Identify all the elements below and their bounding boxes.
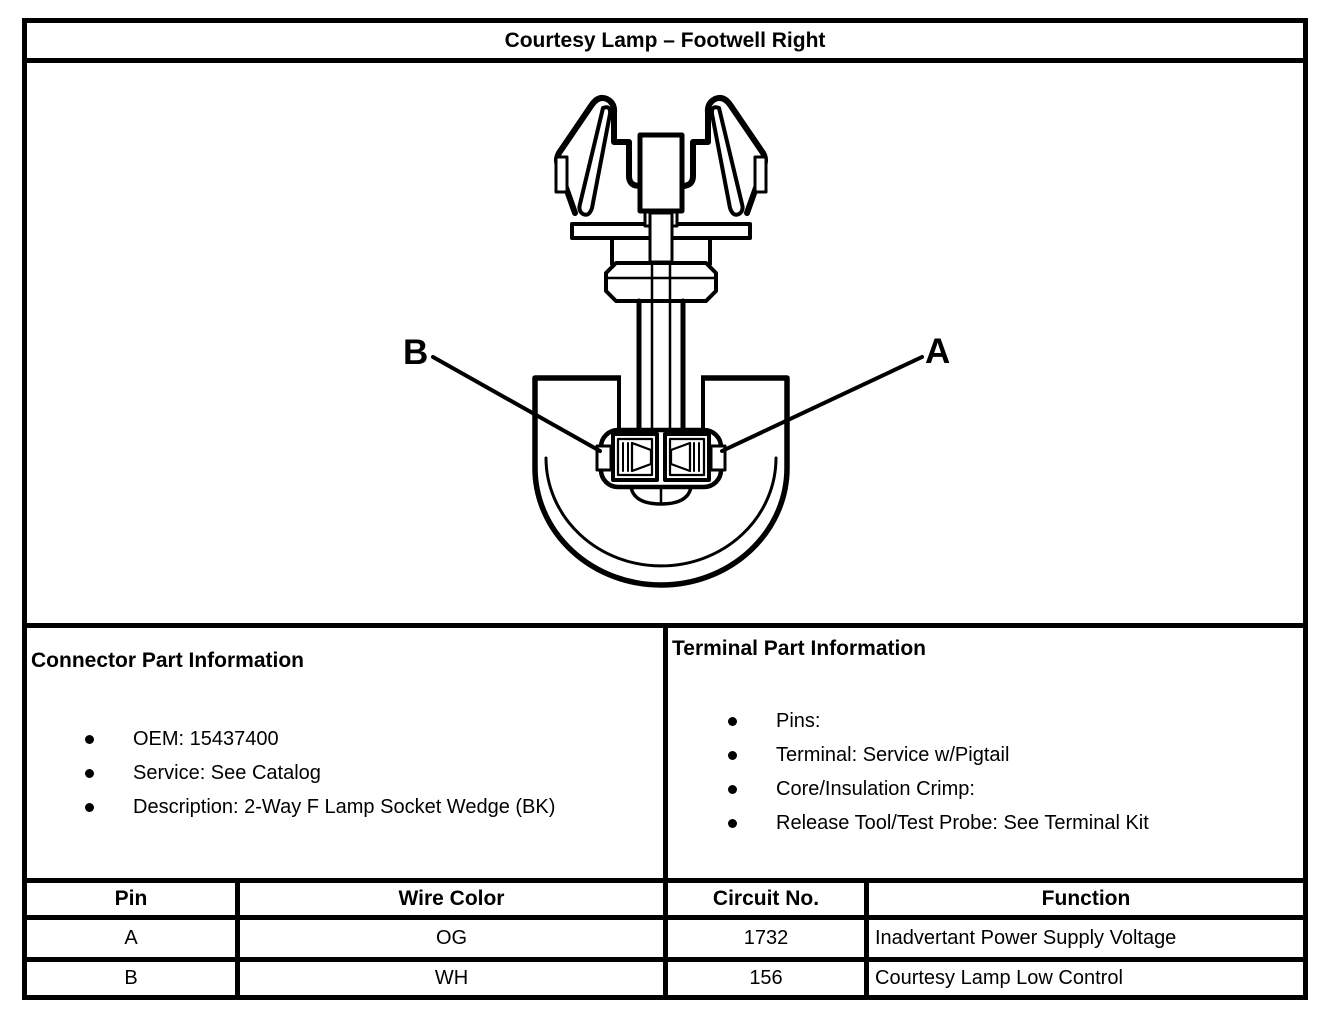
connector-info-cell (27, 628, 668, 878)
cell-wire-color: WH (240, 962, 668, 995)
cell-circuit-no: 1732 (668, 920, 869, 957)
terminal-info-list (668, 704, 1303, 840)
list-item (668, 772, 1303, 806)
connector-dome (535, 262, 787, 585)
cell-pin: B (27, 962, 240, 995)
diagram-area (27, 63, 1303, 628)
left-latch-wing (556, 98, 640, 215)
bullet-icon (728, 717, 737, 726)
pin-label-b: B (403, 333, 429, 372)
list-item-text: Description: 2-Way F Lamp Socket Wedge (BK) (133, 796, 556, 818)
bullet-icon (728, 751, 737, 760)
header-cell-wire-color: Wire Color (240, 883, 668, 915)
list-item (668, 704, 1303, 738)
bullet-icon (85, 735, 94, 744)
terminal-a-cavity (665, 434, 709, 480)
pin-table-header-row (27, 883, 1303, 920)
terminal-info-cell (668, 628, 1303, 878)
cell-wire-color: OG (240, 920, 668, 957)
connector-info-heading: Connector Part Information (31, 649, 305, 672)
header-cell-pin: Pin (27, 883, 240, 915)
connector-info-list (27, 722, 663, 824)
connector-diagram (27, 63, 1303, 623)
document-frame (22, 18, 1308, 1000)
cell-circuit-no: 156 (668, 962, 869, 995)
title-bar (27, 23, 1303, 63)
header-cell-circuit-no: Circuit No. (668, 883, 869, 915)
cell-function: Inadvertant Power Supply Voltage (875, 927, 1177, 949)
bullet-icon (85, 769, 94, 778)
terminal-b-cavity (613, 434, 657, 480)
list-item-text: OEM: 15437400 (133, 728, 279, 750)
part-information-row (27, 628, 1303, 883)
list-item-text: Terminal: Service w/Pigtail (776, 744, 1010, 766)
list-item-text: Pins: (776, 710, 821, 732)
cell-function: Courtesy Lamp Low Control (875, 967, 1123, 989)
table-row-pin-b (27, 962, 1303, 995)
list-item-text: Release Tool/Test Probe: See Terminal Kit (776, 812, 1149, 834)
list-item (668, 806, 1303, 840)
right-latch-wing (682, 98, 766, 215)
table-row-pin-a (27, 920, 1303, 962)
pin-label-a: A (925, 332, 951, 371)
pin-table (27, 883, 1303, 995)
bullet-icon (728, 819, 737, 828)
bullet-icon (728, 785, 737, 794)
page-title: Courtesy Lamp – Footwell Right (504, 28, 826, 52)
list-item (27, 790, 663, 824)
list-item (27, 722, 663, 756)
list-item-text: Service: See Catalog (133, 762, 321, 784)
list-item (27, 756, 663, 790)
list-item-text: Core/Insulation Crimp: (776, 778, 975, 800)
terminal-info-heading: Terminal Part Information (672, 637, 926, 660)
cell-pin: A (27, 920, 240, 957)
bullet-icon (85, 803, 94, 812)
header-cell-function: Function (1041, 887, 1131, 910)
list-item (668, 738, 1303, 772)
